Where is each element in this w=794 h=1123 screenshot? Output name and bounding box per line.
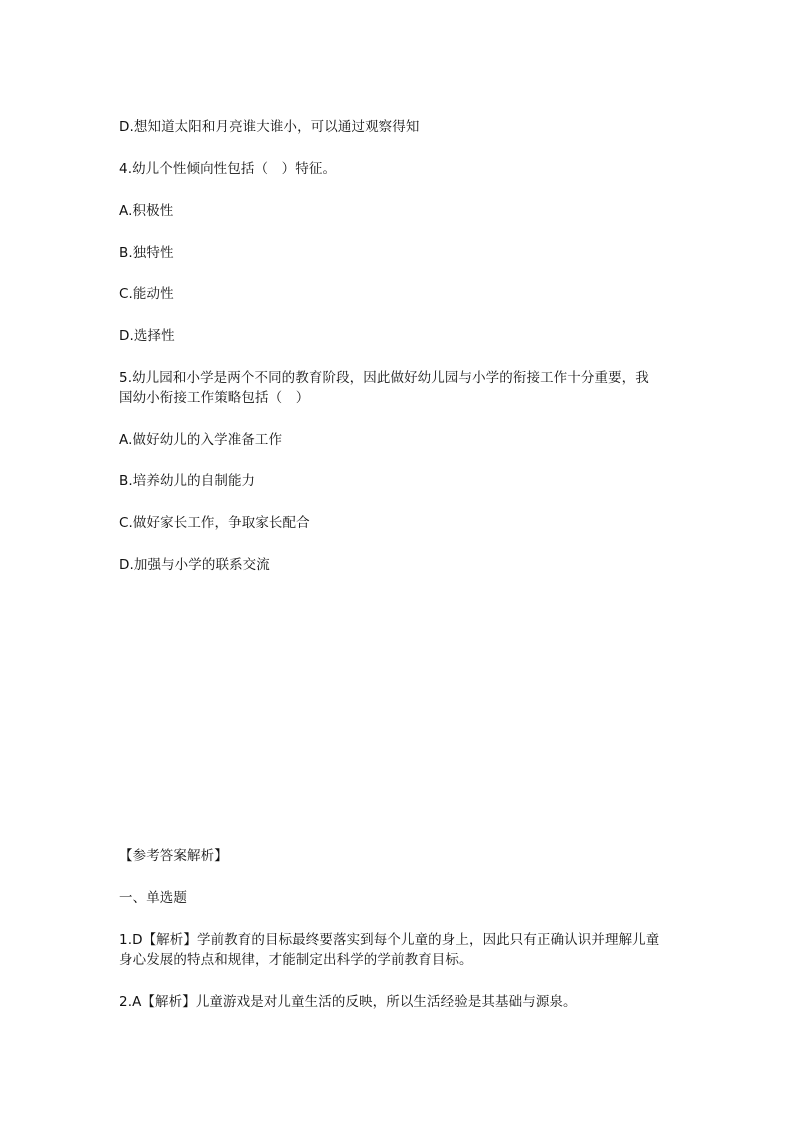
answers-heading: 【参考答案解析】 (119, 848, 228, 864)
answers-section-title: 一、单选题 (119, 890, 187, 906)
q4-stem: 4.幼儿个性倾向性包括（ ）特征。 (119, 161, 337, 177)
q3-option-d: D.想知道太阳和月亮谁大谁小，可以通过观察得知 (119, 119, 420, 135)
q5-option-c: C.做好家长工作，争取家长配合 (119, 515, 310, 531)
answer-1-line2: 身心发展的特点和规律，才能制定出科学的学前教育目标。 (119, 952, 473, 968)
q4-option-a: A.积极性 (119, 203, 174, 219)
q5-option-a: A.做好幼儿的入学准备工作 (119, 432, 283, 448)
q5-option-d: D.加强与小学的联系交流 (119, 557, 270, 573)
q5-stem-line1: 5.幼儿园和小学是两个不同的教育阶段，因此做好幼儿园与小学的衔接工作十分重要，我 (119, 370, 649, 386)
q5-stem-line2: 国幼小衔接工作策略包括（ ） (119, 390, 310, 406)
q4-option-c: C.能动性 (119, 286, 174, 302)
answer-2-line1: 2.A【解析】儿童游戏是对儿童生活的反映，所以生活经验是其基础与源泉。 (119, 994, 577, 1010)
answer-1-line1: 1.D【解析】学前教育的目标最终要落实到每个儿童的身上，因此只有正确认识并理解儿童 (119, 932, 660, 948)
q5-option-b: B.培养幼儿的自制能力 (119, 473, 256, 489)
q4-option-b: B.独特性 (119, 245, 174, 261)
q4-option-d: D.选择性 (119, 328, 175, 344)
